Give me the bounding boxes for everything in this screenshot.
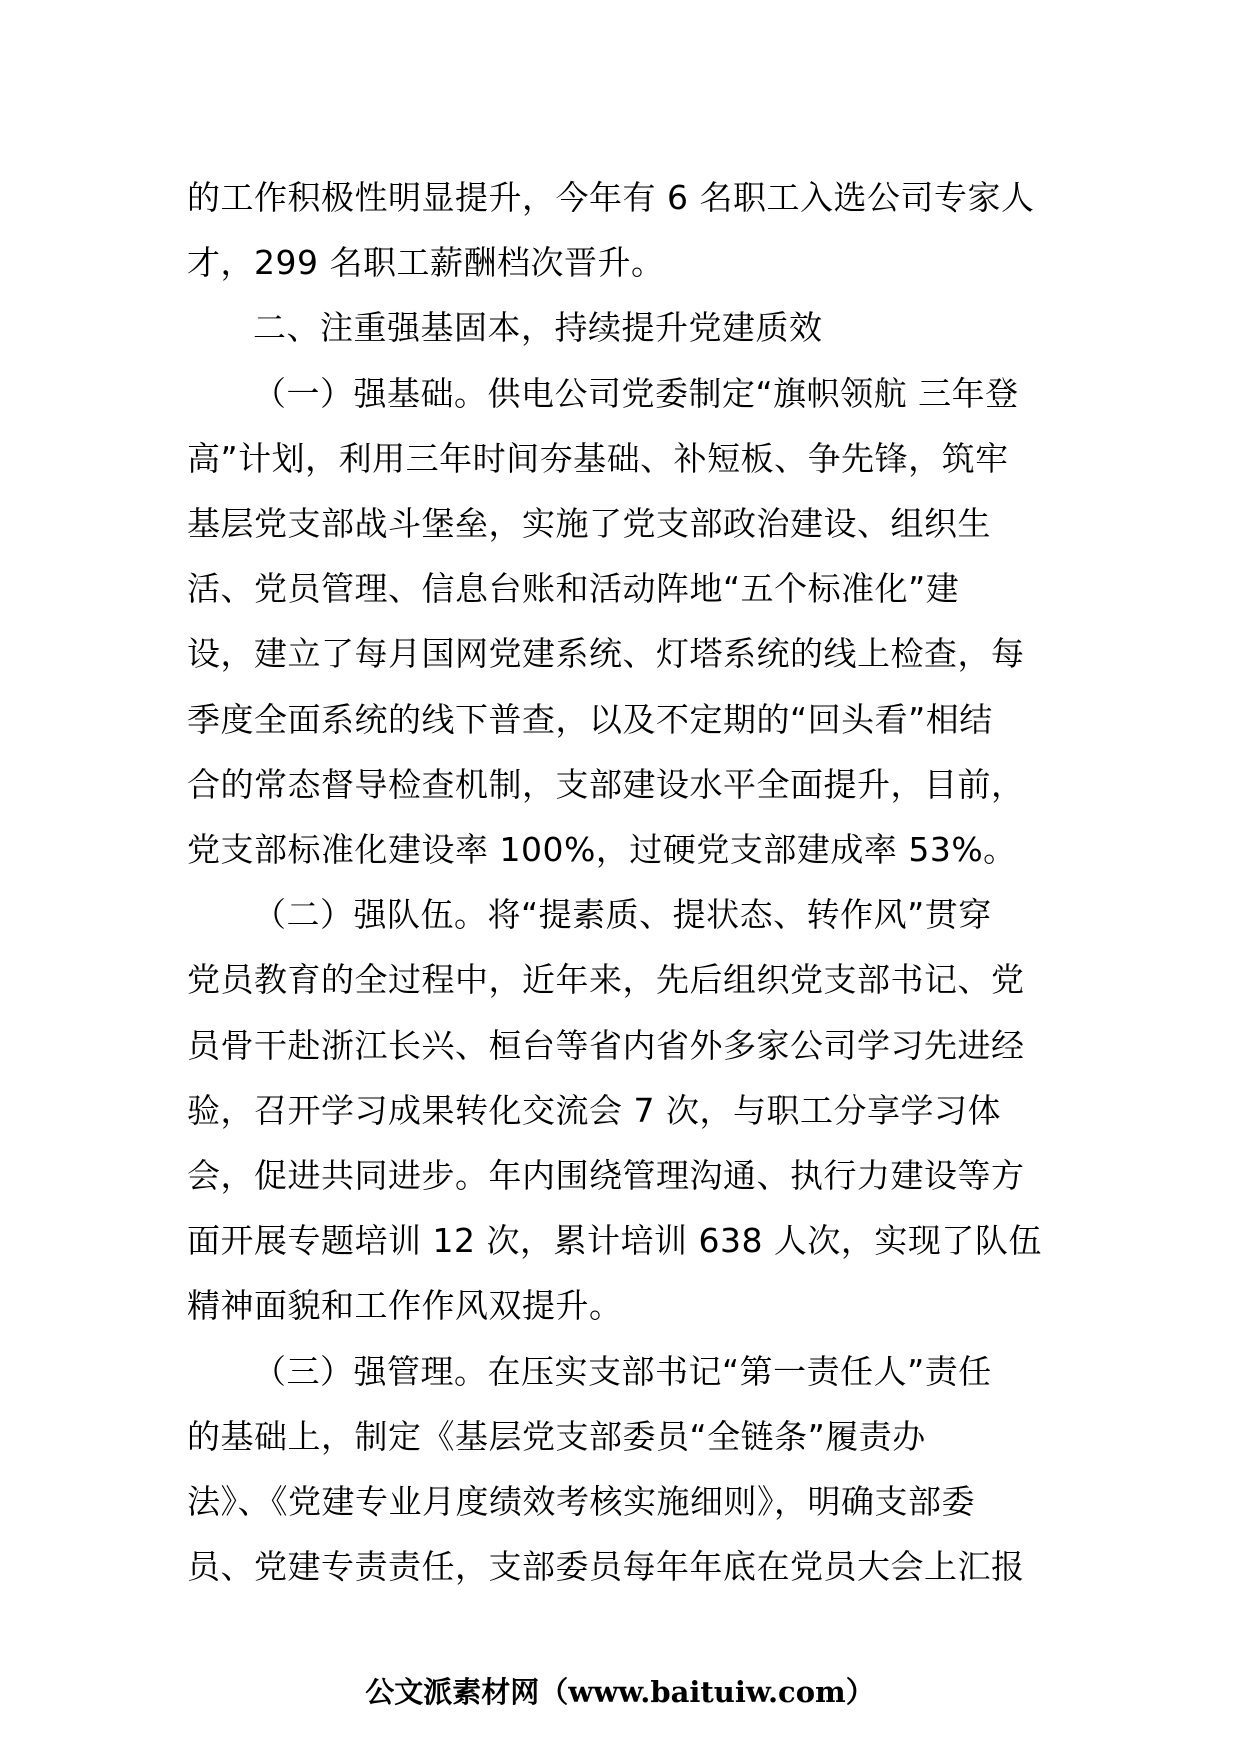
text-line: 员骨干赴浙江长兴、桓台等省内省外多家公司学习先进经 xyxy=(187,1026,1025,1065)
text-line: 党支部标准化建设率 100%，过硬党支部建成率 53%。 xyxy=(187,830,1017,869)
footer-watermark: 公文派素材网（www.baituiw.com） xyxy=(365,1675,875,1709)
text-line: 验，召开学习成果转化交流会 7 次，与职工分享学习体 xyxy=(187,1091,1001,1130)
text-line: 季度全面系统的线下普查，以及不定期的“回头看”相结 xyxy=(187,700,993,739)
text-line: 员、党建专责责任，支部委员每年年底在党员大会上汇报 xyxy=(187,1547,1025,1586)
text-line: 面开展专题培训 12 次，累计培训 638 人次，实现了队伍 xyxy=(187,1221,1042,1260)
text-line: 合的常态督导检查机制，支部建设水平全面提升，目前， xyxy=(187,765,1025,804)
text-line: 设，建立了每月国网党建系统、灯塔系统的线上检查，每 xyxy=(187,634,1025,673)
text-line: 高”计划，利用三年时间夯基础、补短板、争先锋，筑牢 xyxy=(187,439,1009,478)
text-line: 活、党员管理、信息台账和活动阵地“五个标准化”建 xyxy=(187,569,960,608)
paragraph-start: （一）强基础。供电公司党委制定“旗帜领航 三年登 xyxy=(253,374,1019,413)
section-heading: 二、注重强基固本，持续提升党建质效 xyxy=(253,308,823,347)
text-line: 的基础上，制定《基层党支部委员“全链条”履责办 xyxy=(187,1417,926,1456)
text-line: 才，299 名职工薪酬档次晋升。 xyxy=(187,243,665,282)
text-line: 党员教育的全过程中，近年来，先后组织党支部书记、党 xyxy=(187,960,1025,999)
text-line: 法》、《党建专业月度绩效考核实施细则》，明确支部委 xyxy=(187,1482,975,1521)
text-line: 的工作积极性明显提升，今年有 6 名职工入选公司专家人 xyxy=(187,178,1035,217)
paragraph-start: （二）强队伍。将“提素质、提状态、转作风”贯穿 xyxy=(253,895,992,934)
text-line: 精神面貌和工作作风双提升。 xyxy=(187,1286,623,1325)
paragraph-start: （三）强管理。在压实支部书记“第一责任人”责任 xyxy=(253,1352,992,1391)
text-line: 会，促进共同进步。年内围绕管理沟通、执行力建设等方 xyxy=(187,1156,1025,1195)
text-line: 基层党支部战斗堡垒，实施了党支部政治建设、组织生 xyxy=(187,504,991,543)
